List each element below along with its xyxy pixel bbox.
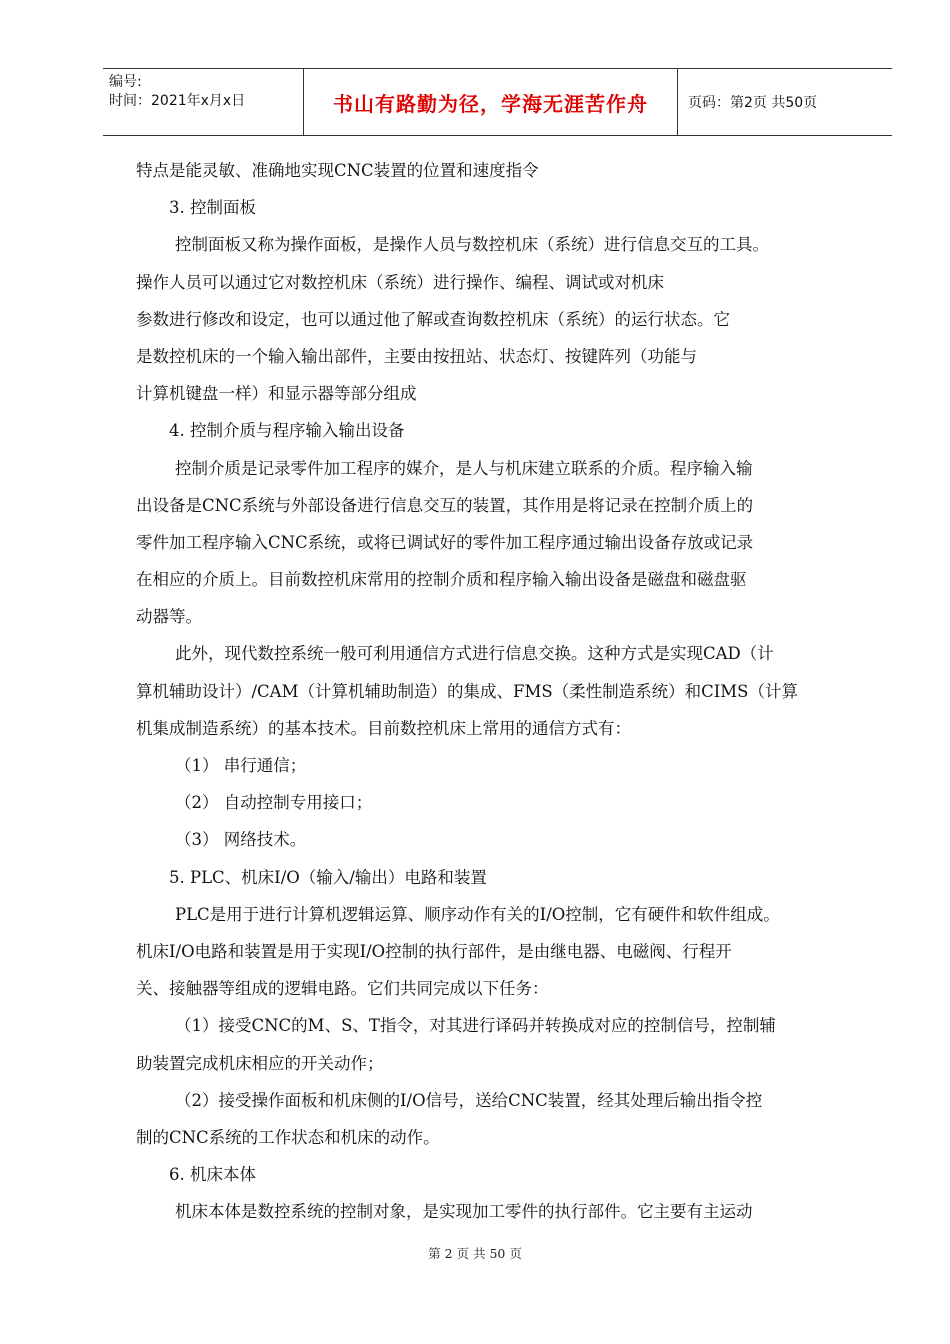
text-line: 动器等。: [136, 607, 202, 627]
text-line: 此外，现代数控系统一般可利用通信方式进行信息交换。这种方式是实现CAD（计: [175, 644, 774, 664]
page-header: [103, 68, 892, 136]
text-line: 计算机键盘一样）和显示器等部分组成: [136, 384, 417, 404]
text-line: 关、接触器等组成的逻辑电路。它们共同完成以下任务：: [136, 979, 549, 999]
section-heading: 3. 控制面板: [169, 198, 256, 218]
text-line: 操作人员可以通过它对数控机床（系统）进行操作、编程、调试或对机床: [136, 272, 664, 292]
header-page-cell: [678, 69, 892, 135]
section-heading: 6. 机床本体: [169, 1165, 256, 1185]
text-line: 是数控机床的一个输入输出部件，主要由按扭站、状态灯、按键阵列（功能与: [136, 346, 697, 366]
page-label: 页码：第2页 共50页: [688, 95, 818, 111]
list-item: （1） 串行通信；: [175, 756, 307, 775]
text-line: PLC是用于进行计算机逻辑运算、顺序动作有关的I/O控制，它有硬件和软件组成。: [175, 904, 780, 924]
list-item: （2） 自动控制专用接口；: [175, 793, 373, 813]
motto-text: 书山有路勤为径，学海无涯苦作舟: [333, 91, 648, 116]
section-heading: 4. 控制介质与程序输入输出设备: [169, 421, 405, 441]
text-line: 助装置完成机床相应的开关动作；: [136, 1053, 384, 1073]
header-motto-cell: [303, 69, 678, 135]
list-item: （1）接受CNC的M、S、T指令，对其进行译码并转换成对应的控制信号，控制辅: [175, 1016, 776, 1036]
text-line: 零件加工程序输入CNC系统，或将已调试好的零件加工程序通过输出设备存放或记录: [136, 532, 754, 552]
list-item: （2）接受操作面板和机床侧的I/O信号，送给CNC装置，经其处理后输出指令控: [175, 1090, 763, 1110]
text-line: 出设备是CNC系统与外部设备进行信息交互的装置，其作用是将记录在控制介质上的: [136, 495, 754, 515]
serial-label: 编号:: [109, 74, 142, 90]
text-line: 制的CNC系统的工作状态和机床的动作。: [136, 1127, 440, 1147]
text-line: 在相应的介质上。目前数控机床常用的控制介质和程序输入输出设备是磁盘和磁盘驱: [136, 570, 747, 590]
text-line: 控制介质是记录零件加工程序的媒介，是人与机床建立联系的介质。程序输入输: [175, 458, 753, 478]
text-line: 参数进行修改和设定，也可以通过他了解或查询数控机床（系统）的运行状态。它: [136, 309, 730, 329]
document-body: [136, 152, 876, 1230]
text-line: 算机辅助设计）/CAM（计算机辅助制造）的集成、FMS（柔性制造系统）和CIMS（计算: [136, 681, 798, 701]
text-line: 机床I/O电路和装置是用于实现I/O控制的执行部件，是由继电器、电磁阀、行程开: [136, 941, 732, 961]
page-footer: 第 2 页 共 50 页: [428, 1246, 522, 1261]
text-line: 控制面板又称为操作面板，是操作人员与数控机床（系统）进行信息交互的工具。: [175, 235, 769, 255]
section-heading: 5. PLC、机床I/O（输入/输出）电路和装置: [169, 867, 487, 887]
text-line: 机床本体是数控系统的控制对象，是实现加工零件的执行部件。它主要有主运动: [175, 1202, 753, 1222]
list-item: （3） 网络技术。: [175, 830, 307, 850]
text-line: 特点是能灵敏、准确地实现CNC装置的位置和速度指令: [136, 161, 539, 180]
text-line: 机集成制造系统）的基本技术。目前数控机床上常用的通信方式有：: [136, 718, 631, 738]
time-label: 时间：2021年x月x日: [109, 93, 246, 109]
header-meta: [103, 69, 303, 135]
